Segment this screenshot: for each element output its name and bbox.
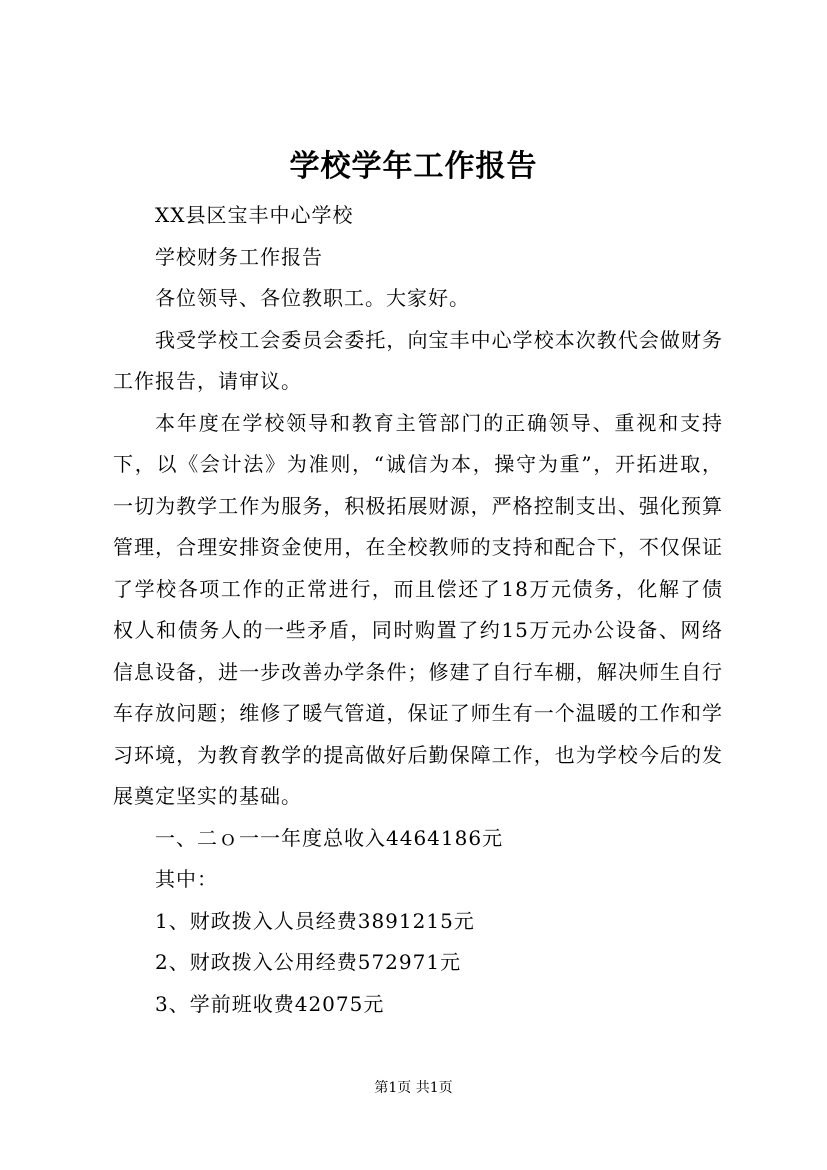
paragraph-school-name: XX县区宝丰中心学校 [155, 203, 354, 227]
list-item-preschool-fees: 3、学前班收费42075元 [155, 991, 385, 1016]
page-footer: 第1页 共1页 [374, 1080, 453, 1096]
paragraph-among: 其中： [155, 867, 218, 891]
paragraph-intro: 我受学校工会委员会委托，向宝丰中心学校本次教代会做财务工作报告，请审议。 [113, 327, 723, 393]
paragraph-greeting: 各位领导、各位教职工。大家好。 [155, 286, 470, 310]
list-item-personnel-funds: 1、财政拨入人员经费3891215元 [155, 908, 475, 933]
paragraph-summary: 本年度在学校领导和教育主管部门的正确领导、重视和支持下，以《会计法》为准则，“诚信为本，操守为重”，开拓进取，一切为教学工作为服务，积极拓展财源，严格控制支出、强化预算管理，合理安排资金使用，在全校教师的支持和配合下，不仅保证了学校各项工作的正常进行，而且偿还了18万元债务，化解了债权人和债务人的一些矛盾，同时购置了约15万元办公设备、网络信息设备，进一步改善办学条件；修建了自行车棚，解决师生自行车存放问题；维修了暖气管道，保证了师生有一个温暖的工作和学习环境，为教育教学的提高做好后勤保障工作，也为学校今后的发展奠定坚实的基础。 [113, 410, 723, 808]
paragraph-report-name: 学校财务工作报告 [155, 244, 323, 269]
list-item-public-funds: 2、财政拨入公用经费572971元 [155, 950, 462, 974]
document-body [113, 195, 723, 1025]
paragraph-total-income: 一、二ｏ一一年度总收入4464186元 [155, 825, 504, 850]
document-title: 学校学年工作报告 [289, 149, 538, 184]
